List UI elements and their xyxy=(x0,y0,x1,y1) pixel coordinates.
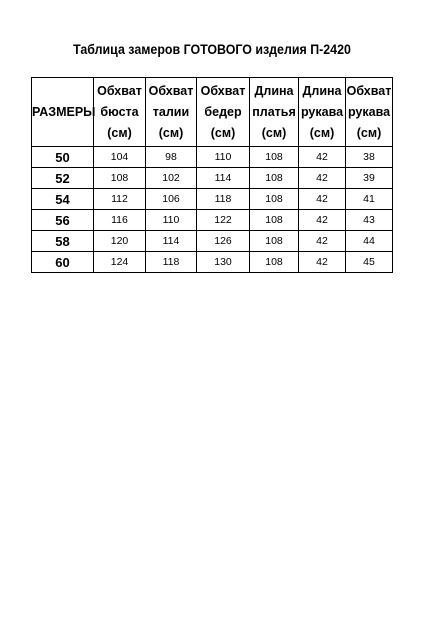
size-cell: 60 xyxy=(32,252,94,273)
column-header-waist xyxy=(146,78,197,147)
table-row xyxy=(32,189,393,210)
column-header-dress-length xyxy=(250,78,299,147)
table-cell: 110 xyxy=(146,210,197,231)
column-header-bust xyxy=(94,78,146,147)
table-cell: 114 xyxy=(197,168,250,189)
table-cell: 38 xyxy=(346,147,393,168)
table-cell: 108 xyxy=(94,168,146,189)
table-cell: 122 xyxy=(197,210,250,231)
measurements-table xyxy=(31,77,393,273)
column-header-sleeve-length xyxy=(299,78,346,147)
table-row xyxy=(32,252,393,273)
table-cell: 39 xyxy=(346,168,393,189)
table-row xyxy=(32,147,393,168)
size-cell: 52 xyxy=(32,168,94,189)
table-cell: 108 xyxy=(250,189,299,210)
table-cell: 45 xyxy=(346,252,393,273)
table-row xyxy=(32,210,393,231)
header-line: платья xyxy=(252,104,296,119)
table-cell: 110 xyxy=(197,147,250,168)
table-cell: 118 xyxy=(197,189,250,210)
table-cell: 108 xyxy=(250,168,299,189)
header-line: Обхват xyxy=(97,83,142,98)
table-cell: 44 xyxy=(346,231,393,252)
table-cell: 41 xyxy=(346,189,393,210)
header-line: талии xyxy=(152,104,190,119)
column-header-sleeve-girth xyxy=(346,78,393,147)
header-line: бюста xyxy=(100,104,139,119)
size-cell: 58 xyxy=(32,231,94,252)
table-cell: 106 xyxy=(146,189,197,210)
table-cell: 42 xyxy=(299,231,346,252)
table-cell: 126 xyxy=(197,231,250,252)
header-line: (см) xyxy=(309,125,335,140)
table-cell: 104 xyxy=(94,147,146,168)
page-title: Таблица замеров ГОТОВОГО изделия П-2420 xyxy=(73,42,351,57)
header-line: Длина xyxy=(302,83,342,98)
table-cell: 130 xyxy=(197,252,250,273)
sizes-header: РАЗМЕРЫ xyxy=(32,78,94,147)
header-line: Обхват xyxy=(200,83,246,98)
table-cell: 108 xyxy=(250,147,299,168)
table-row xyxy=(32,231,393,252)
header-line: (см) xyxy=(210,125,236,140)
header-line: (см) xyxy=(158,125,184,140)
header-line: рукава xyxy=(347,104,391,119)
size-cell: 50 xyxy=(32,147,94,168)
table-cell: 98 xyxy=(146,147,197,168)
header-line: рукава xyxy=(300,104,344,119)
table-cell: 42 xyxy=(299,252,346,273)
table-cell: 118 xyxy=(146,252,197,273)
header-line: Обхват xyxy=(148,83,194,98)
size-cell: 54 xyxy=(32,189,94,210)
table-row xyxy=(32,168,393,189)
table-cell: 108 xyxy=(250,231,299,252)
table-header-row xyxy=(32,78,393,147)
table-cell: 42 xyxy=(299,189,346,210)
table-cell: 108 xyxy=(250,210,299,231)
table-cell: 116 xyxy=(94,210,146,231)
table-cell: 124 xyxy=(94,252,146,273)
header-line: (см) xyxy=(356,125,382,140)
header-line: (см) xyxy=(107,125,132,140)
header-line: бедер xyxy=(204,104,242,119)
table-cell: 114 xyxy=(146,231,197,252)
table-cell: 102 xyxy=(146,168,197,189)
table-cell: 120 xyxy=(94,231,146,252)
header-line: (см) xyxy=(261,125,287,140)
table-cell: 112 xyxy=(94,189,146,210)
header-line: Обхват xyxy=(346,83,392,98)
table-cell: 43 xyxy=(346,210,393,231)
table-cell: 42 xyxy=(299,168,346,189)
table-cell: 42 xyxy=(299,210,346,231)
size-cell: 56 xyxy=(32,210,94,231)
table-cell: 42 xyxy=(299,147,346,168)
header-line: Длина xyxy=(254,83,294,98)
column-header-hips xyxy=(197,78,250,147)
table-cell: 108 xyxy=(250,252,299,273)
